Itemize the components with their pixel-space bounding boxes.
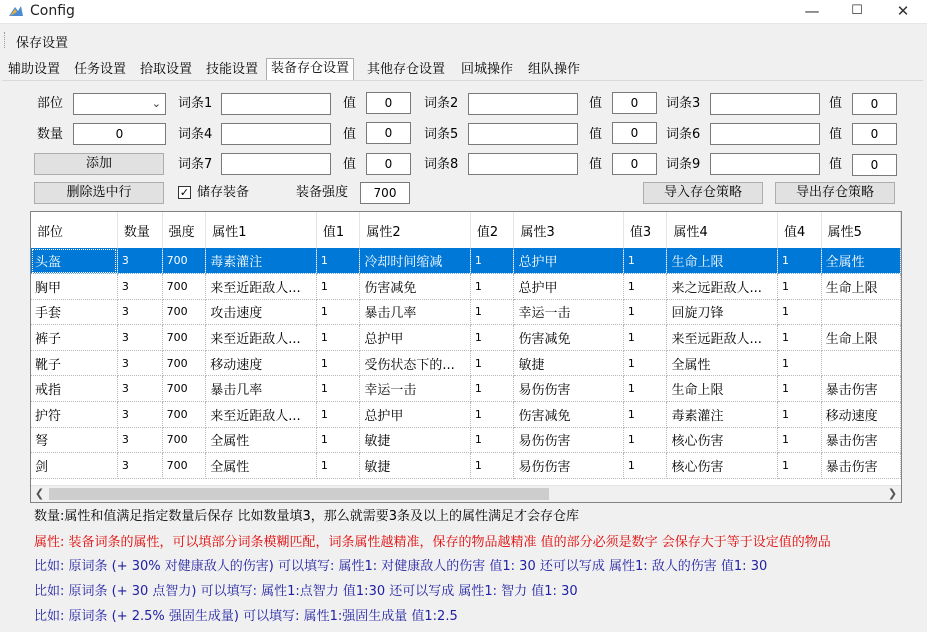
table-cell[interactable]: 总护甲 <box>360 402 471 428</box>
menu-grip <box>4 32 7 48</box>
table-cell[interactable]: 1 <box>778 376 822 402</box>
table-row[interactable] <box>31 274 901 300</box>
note-attribute: 属性: 装备词条的属性，可以填部分词条模糊匹配，词条属性越精准，保存的物品越精准 值的部分必须是数字 会保存大于等于设定值的物品 <box>34 535 831 550</box>
affix-2-input[interactable] <box>468 93 578 115</box>
table-cell[interactable]: 毒素灌注 <box>206 248 317 274</box>
column-header[interactable]: 值1 <box>316 212 360 248</box>
table-cell[interactable]: 700 <box>162 402 206 428</box>
column-header[interactable]: 强度 <box>162 212 206 248</box>
horizontal-scrollbar[interactable] <box>31 485 901 502</box>
table-cell[interactable]: 生命上限 <box>667 376 778 402</box>
table-row[interactable] <box>31 248 901 274</box>
affix-2-label: 词条2 <box>424 96 459 111</box>
table-cell[interactable]: 3 <box>117 299 162 325</box>
table-cell[interactable]: 1 <box>778 325 822 351</box>
note-example-2: 比如: 原词条 (+ 30 点智力) 可以填写: 属性1:点智力 值1:30 还可以写成 属性1: 智力 值1: 30 <box>34 584 578 599</box>
affix-3-input[interactable] <box>710 93 820 115</box>
table-row[interactable] <box>31 299 901 325</box>
grid-table <box>31 212 901 479</box>
table-cell[interactable]: 伤害减免 <box>514 325 623 351</box>
table-cell[interactable]: 移动速度 <box>206 350 317 376</box>
note-count: 数量:属性和值满足指定数量后保存 比如数量填3，那么就需要3条及以上的属性满足才会存仓库 <box>34 509 580 524</box>
table-cell[interactable]: 易伤伤害 <box>514 427 623 453</box>
table-cell[interactable]: 700 <box>162 453 206 479</box>
table-cell[interactable]: 戒指 <box>31 376 117 402</box>
delete-selected-row-button[interactable]: 删除选中行 <box>34 182 164 204</box>
value-4-input[interactable]: 0 <box>366 122 411 144</box>
count-input[interactable]: 0 <box>73 123 166 145</box>
strength-input[interactable]: 700 <box>360 182 410 204</box>
table-cell[interactable]: 3 <box>117 248 162 274</box>
table-cell[interactable]: 1 <box>778 248 822 274</box>
slot-label: 部位 <box>37 96 64 111</box>
column-header[interactable]: 属性2 <box>360 212 471 248</box>
table-cell[interactable]: 暴击伤害 <box>821 427 900 453</box>
affix-4-input[interactable] <box>221 123 331 145</box>
table-cell[interactable]: 700 <box>162 350 206 376</box>
tab-equipment-storage[interactable]: 装备存仓设置 <box>266 58 354 80</box>
grid-header-row <box>31 212 901 248</box>
affix-5-input[interactable] <box>468 123 578 145</box>
table-cell[interactable]: 受伤状态下的... <box>360 350 471 376</box>
table-row[interactable] <box>31 402 901 428</box>
value-2-input[interactable]: 0 <box>612 92 657 114</box>
affix-8-label: 词条8 <box>424 157 459 172</box>
value-8-input[interactable]: 0 <box>612 153 657 175</box>
affix-9-input[interactable] <box>710 153 820 175</box>
column-header[interactable]: 值4 <box>778 212 822 248</box>
table-cell[interactable]: 1 <box>316 350 360 376</box>
table-cell[interactable]: 全属性 <box>821 248 900 274</box>
affix-5-label: 词条5 <box>424 127 459 142</box>
table-row[interactable] <box>31 453 901 479</box>
tab-other-storage[interactable]: 其他存仓设置 <box>363 60 449 80</box>
strength-label: 装备强度 <box>296 185 349 200</box>
table-cell[interactable]: 全属性 <box>206 453 317 479</box>
window-title: Config <box>30 3 75 19</box>
value-3-input[interactable]: 0 <box>852 93 897 115</box>
table-cell[interactable]: 总护甲 <box>514 274 623 300</box>
table-cell[interactable]: 生命上限 <box>821 325 900 351</box>
slot-dropdown[interactable] <box>73 93 166 115</box>
table-cell[interactable]: 1 <box>316 376 360 402</box>
scroll-left-icon[interactable]: ❮ <box>34 487 45 500</box>
value-4-label: 值 <box>343 127 357 142</box>
table-cell[interactable]: 护符 <box>31 402 117 428</box>
affix-7-input[interactable] <box>221 153 331 175</box>
table-cell[interactable]: 1 <box>470 350 514 376</box>
table-cell[interactable]: 1 <box>470 376 514 402</box>
menu-save-settings[interactable]: 保存设置 <box>16 36 69 51</box>
title-bar <box>0 0 927 24</box>
value-6-input[interactable]: 0 <box>852 123 897 145</box>
table-cell[interactable]: 来至近距敌人... <box>206 325 317 351</box>
table-cell[interactable]: 700 <box>162 325 206 351</box>
table-cell[interactable]: 暴击伤害 <box>821 376 900 402</box>
table-cell[interactable]: 幸运一击 <box>514 299 623 325</box>
table-cell[interactable]: 1 <box>623 376 667 402</box>
table-cell[interactable]: 1 <box>623 325 667 351</box>
affix-4-label: 词条4 <box>178 127 213 142</box>
table-cell[interactable]: 1 <box>316 274 360 300</box>
affix-1-label: 词条1 <box>178 96 213 111</box>
column-header[interactable]: 数量 <box>117 212 162 248</box>
scrollbar-thumb[interactable] <box>49 488 549 500</box>
store-equipment-label: 储存装备 <box>197 185 250 200</box>
table-cell[interactable]: 3 <box>117 453 162 479</box>
value-9-label: 值 <box>829 157 843 172</box>
table-cell[interactable]: 1 <box>778 274 822 300</box>
add-button[interactable]: 添加 <box>34 153 164 175</box>
table-cell[interactable]: 核心伤害 <box>667 427 778 453</box>
table-cell[interactable]: 1 <box>316 402 360 428</box>
table-cell[interactable]: 来至远距敌人... <box>667 325 778 351</box>
tab-assist[interactable]: 辅助设置 <box>4 60 64 80</box>
column-header[interactable]: 属性1 <box>206 212 317 248</box>
table-cell[interactable]: 3 <box>117 376 162 402</box>
value-9-input[interactable]: 0 <box>852 154 897 176</box>
column-header[interactable]: 属性3 <box>514 212 623 248</box>
value-1-input[interactable]: 0 <box>366 92 411 114</box>
table-cell[interactable]: 裤子 <box>31 325 117 351</box>
close-button[interactable]: ✕ <box>896 2 910 20</box>
value-3-label: 值 <box>829 96 843 111</box>
table-cell[interactable]: 生命上限 <box>667 248 778 274</box>
export-strategy-button[interactable]: 导出存仓策略 <box>775 182 895 204</box>
table-cell[interactable]: 700 <box>162 376 206 402</box>
table-cell[interactable]: 剑 <box>31 453 117 479</box>
note-example-1: 比如: 原词条 (+ 30% 对健康敌人的伤害) 可以填写: 属性1: 对健康敌人的伤害 值1: 30 还可以写成 属性1: 敌人的伤害 值1: 30 <box>34 559 768 574</box>
affix-6-label: 词条6 <box>666 127 701 142</box>
table-row[interactable] <box>31 350 901 376</box>
table-cell[interactable]: 弩 <box>31 427 117 453</box>
table-cell[interactable]: 暴击几率 <box>360 299 471 325</box>
value-7-label: 值 <box>343 157 357 172</box>
table-cell[interactable] <box>821 350 900 376</box>
grid-body <box>31 248 901 478</box>
table-cell[interactable]: 1 <box>470 274 514 300</box>
value-6-label: 值 <box>829 127 843 142</box>
table-cell[interactable]: 1 <box>623 350 667 376</box>
tab-skill[interactable]: 技能设置 <box>202 60 262 80</box>
value-8-label: 值 <box>589 157 603 172</box>
table-cell[interactable]: 幸运一击 <box>360 376 471 402</box>
table-cell[interactable]: 总护甲 <box>360 325 471 351</box>
table-cell[interactable]: 毒素灌注 <box>667 402 778 428</box>
table-cell[interactable]: 敏捷 <box>514 350 623 376</box>
table-cell[interactable]: 1 <box>623 453 667 479</box>
table-cell[interactable]: 来至近距敌人... <box>206 274 317 300</box>
table-cell[interactable]: 来至近距敌人... <box>206 402 317 428</box>
table-cell[interactable]: 手套 <box>31 299 117 325</box>
table-cell[interactable]: 1 <box>316 248 360 274</box>
table-cell[interactable]: 伤害减免 <box>514 402 623 428</box>
count-label: 数量 <box>37 127 64 142</box>
tab-return-town[interactable]: 回城操作 <box>457 60 517 80</box>
affix-8-input[interactable] <box>468 153 578 175</box>
table-cell[interactable]: 1 <box>316 299 360 325</box>
table-cell[interactable]: 700 <box>162 248 206 274</box>
table-cell[interactable]: 胸甲 <box>31 274 117 300</box>
table-cell[interactable]: 敏捷 <box>360 453 471 479</box>
table-row[interactable] <box>31 325 901 351</box>
table-cell[interactable]: 核心伤害 <box>667 453 778 479</box>
column-header[interactable]: 属性4 <box>667 212 778 248</box>
table-cell[interactable]: 3 <box>117 325 162 351</box>
scroll-right-icon[interactable]: ❯ <box>887 487 898 500</box>
table-row[interactable] <box>31 427 901 453</box>
table-cell[interactable]: 1 <box>470 248 514 274</box>
table-cell[interactable] <box>821 299 900 325</box>
value-5-label: 值 <box>589 127 603 142</box>
table-row[interactable] <box>31 376 901 402</box>
table-cell[interactable]: 1 <box>470 299 514 325</box>
table-cell[interactable]: 全属性 <box>206 427 317 453</box>
table-cell[interactable]: 敏捷 <box>360 427 471 453</box>
table-cell[interactable]: 1 <box>623 299 667 325</box>
equipment-grid[interactable] <box>30 211 902 503</box>
column-header[interactable]: 值3 <box>623 212 667 248</box>
table-cell[interactable]: 1 <box>778 299 822 325</box>
value-7-input[interactable]: 0 <box>366 153 411 175</box>
table-cell[interactable]: 3 <box>117 427 162 453</box>
affix-3-label: 词条3 <box>666 96 701 111</box>
menu-bar <box>0 28 927 52</box>
value-2-label: 值 <box>589 96 603 111</box>
table-cell[interactable]: 1 <box>470 453 514 479</box>
value-1-label: 值 <box>343 96 357 111</box>
table-cell[interactable]: 总护甲 <box>514 248 623 274</box>
table-cell[interactable]: 1 <box>623 274 667 300</box>
maximize-button[interactable]: ☐ <box>851 3 863 18</box>
table-cell[interactable]: 3 <box>117 274 162 300</box>
table-cell[interactable]: 1 <box>778 453 822 479</box>
table-cell[interactable]: 来之远距敌人... <box>667 274 778 300</box>
table-cell[interactable]: 3 <box>117 350 162 376</box>
table-cell[interactable]: 头盔 <box>31 248 117 274</box>
column-header[interactable]: 部位 <box>31 212 117 248</box>
affix-6-input[interactable] <box>710 123 820 145</box>
affix-1-input[interactable] <box>221 93 331 115</box>
table-cell[interactable]: 1 <box>470 427 514 453</box>
import-strategy-button[interactable]: 导入存仓策略 <box>643 182 763 204</box>
table-cell[interactable]: 易伤伤害 <box>514 453 623 479</box>
table-cell[interactable]: 靴子 <box>31 350 117 376</box>
table-cell[interactable]: 1 <box>316 325 360 351</box>
table-cell[interactable]: 冷却时间缩减 <box>360 248 471 274</box>
table-cell[interactable]: 伤害减免 <box>360 274 471 300</box>
table-cell[interactable]: 全属性 <box>667 350 778 376</box>
minimize-button[interactable]: — <box>804 2 820 20</box>
table-cell[interactable]: 1 <box>778 427 822 453</box>
table-cell[interactable]: 易伤伤害 <box>514 376 623 402</box>
table-cell[interactable]: 700 <box>162 299 206 325</box>
tab-team[interactable]: 组队操作 <box>524 60 584 80</box>
value-5-input[interactable]: 0 <box>612 122 657 144</box>
affix-7-label: 词条7 <box>178 157 213 172</box>
tab-pickup[interactable]: 拾取设置 <box>136 60 196 80</box>
table-cell[interactable]: 1 <box>316 453 360 479</box>
note-example-3: 比如: 原词条 (+ 2.5% 强固生成量) 可以填写: 属性1:强固生成量 值1:2.5 <box>34 609 458 624</box>
table-cell[interactable]: 1 <box>778 402 822 428</box>
table-cell[interactable]: 700 <box>162 274 206 300</box>
column-header[interactable]: 属性5 <box>821 212 900 248</box>
store-equipment-checkbox[interactable]: ✓ <box>179 186 190 199</box>
table-cell[interactable]: 1 <box>470 402 514 428</box>
app-icon <box>8 4 24 18</box>
table-cell[interactable]: 700 <box>162 427 206 453</box>
affix-9-label: 词条9 <box>666 157 701 172</box>
table-cell[interactable]: 1 <box>470 325 514 351</box>
table-cell[interactable]: 暴击几率 <box>206 376 317 402</box>
table-cell[interactable]: 1 <box>316 427 360 453</box>
table-cell[interactable]: 暴击伤害 <box>821 453 900 479</box>
table-cell[interactable]: 1 <box>623 427 667 453</box>
table-cell[interactable]: 1 <box>778 350 822 376</box>
column-header[interactable]: 值2 <box>470 212 514 248</box>
table-cell[interactable]: 1 <box>623 402 667 428</box>
chevron-down-icon: ⌄ <box>151 97 161 110</box>
table-cell[interactable]: 1 <box>623 248 667 274</box>
table-cell[interactable]: 回旋刀锋 <box>667 299 778 325</box>
table-cell[interactable]: 生命上限 <box>821 274 900 300</box>
table-cell[interactable]: 3 <box>117 402 162 428</box>
tab-task[interactable]: 任务设置 <box>70 60 130 80</box>
table-cell[interactable]: 移动速度 <box>821 402 900 428</box>
table-cell[interactable]: 攻击速度 <box>206 299 317 325</box>
